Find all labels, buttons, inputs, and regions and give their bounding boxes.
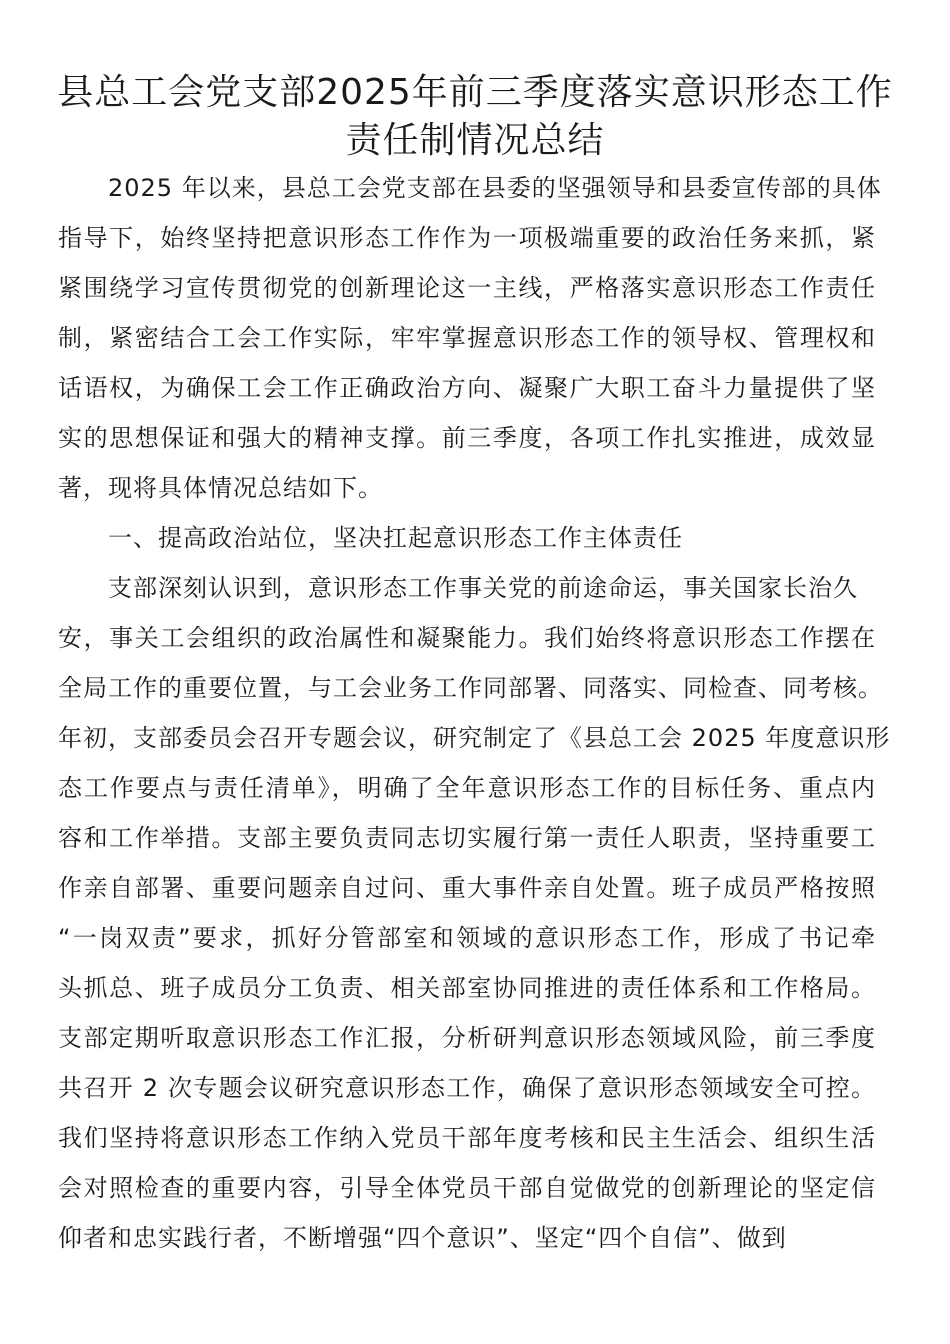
paragraph-1-line: 话语权，为确保工会工作正确政治方向、凝聚广大职工奋斗力量提供了坚 [58,374,876,402]
paragraph-2-line: 作亲自部署、重要问题亲自过问、重大事件亲自处置。班子成员严格按照 [58,874,876,902]
paragraph-2-line: 会对照检查的重要内容，引导全体党员干部自觉做党的创新理论的坚定信 [58,1174,876,1202]
document-title-line-1: 县总工会党支部2025年前三季度落实意识形态工作 [57,72,893,113]
paragraph-1-line: 紧围绕学习宣传贯彻党的创新理论这一主线，严格落实意识形态工作责任 [58,274,876,302]
paragraph-1-line: 指导下，始终坚持把意识形态工作作为一项极端重要的政治任务来抓，紧 [58,224,876,252]
paragraph-2-line: 头抓总、班子成员分工负责、相关部室协同推进的责任体系和工作格局。 [58,974,876,1002]
paragraph-2-line: 支部深刻认识到，意识形态工作事关党的前途命运，事关国家长治久 [108,574,858,602]
paragraph-2-line: 容和工作举措。支部主要负责同志切实履行第一责任人职责，坚持重要工 [58,824,876,852]
paragraph-2-line: 仰者和忠实践行者，不断增强“四个意识”、坚定“四个自信”、做到 [58,1224,787,1252]
paragraph-2-line: 态工作要点与责任清单》，明确了全年意识形态工作的目标任务、重点内 [58,774,876,802]
paragraph-1-line: 实的思想保证和强大的精神支撑。前三季度，各项工作扎实推进，成效显 [58,424,876,452]
paragraph-2-line: 共召开 2 次专题会议研究意识形态工作，确保了意识形态领域安全可控。 [58,1074,876,1102]
document-title-line-2: 责任制情况总结 [345,120,605,161]
paragraph-2-line: “一岗双责”要求，抓好分管部室和领域的意识形态工作，形成了书记牵 [58,924,876,952]
section-heading-1: 一、提高政治站位，坚决扛起意识形态工作主体责任 [108,524,683,552]
paragraph-2-line: 支部定期听取意识形态工作汇报，分析研判意识形态领域风险，前三季度 [58,1024,876,1052]
paragraph-2-line: 年初，支部委员会召开专题会议，研究制定了《县总工会 2025 年度意识形 [58,724,891,752]
paragraph-1-line: 2025 年以来，县总工会党支部在县委的坚强领导和县委宣传部的具体 [108,174,882,202]
paragraph-1-line: 著，现将具体情况总结如下。 [58,474,383,502]
paragraph-2-line: 全局工作的重要位置，与工会业务工作同部署、同落实、同检查、同考核。 [58,674,883,702]
paragraph-2-line: 安，事关工会组织的政治属性和凝聚能力。我们始终将意识形态工作摆在 [58,624,876,652]
paragraph-2-line: 我们坚持将意识形态工作纳入党员干部年度考核和民主生活会、组织生活 [58,1124,876,1152]
paragraph-1-line: 制，紧密结合工会工作实际，牢牢掌握意识形态工作的领导权、管理权和 [58,324,876,352]
